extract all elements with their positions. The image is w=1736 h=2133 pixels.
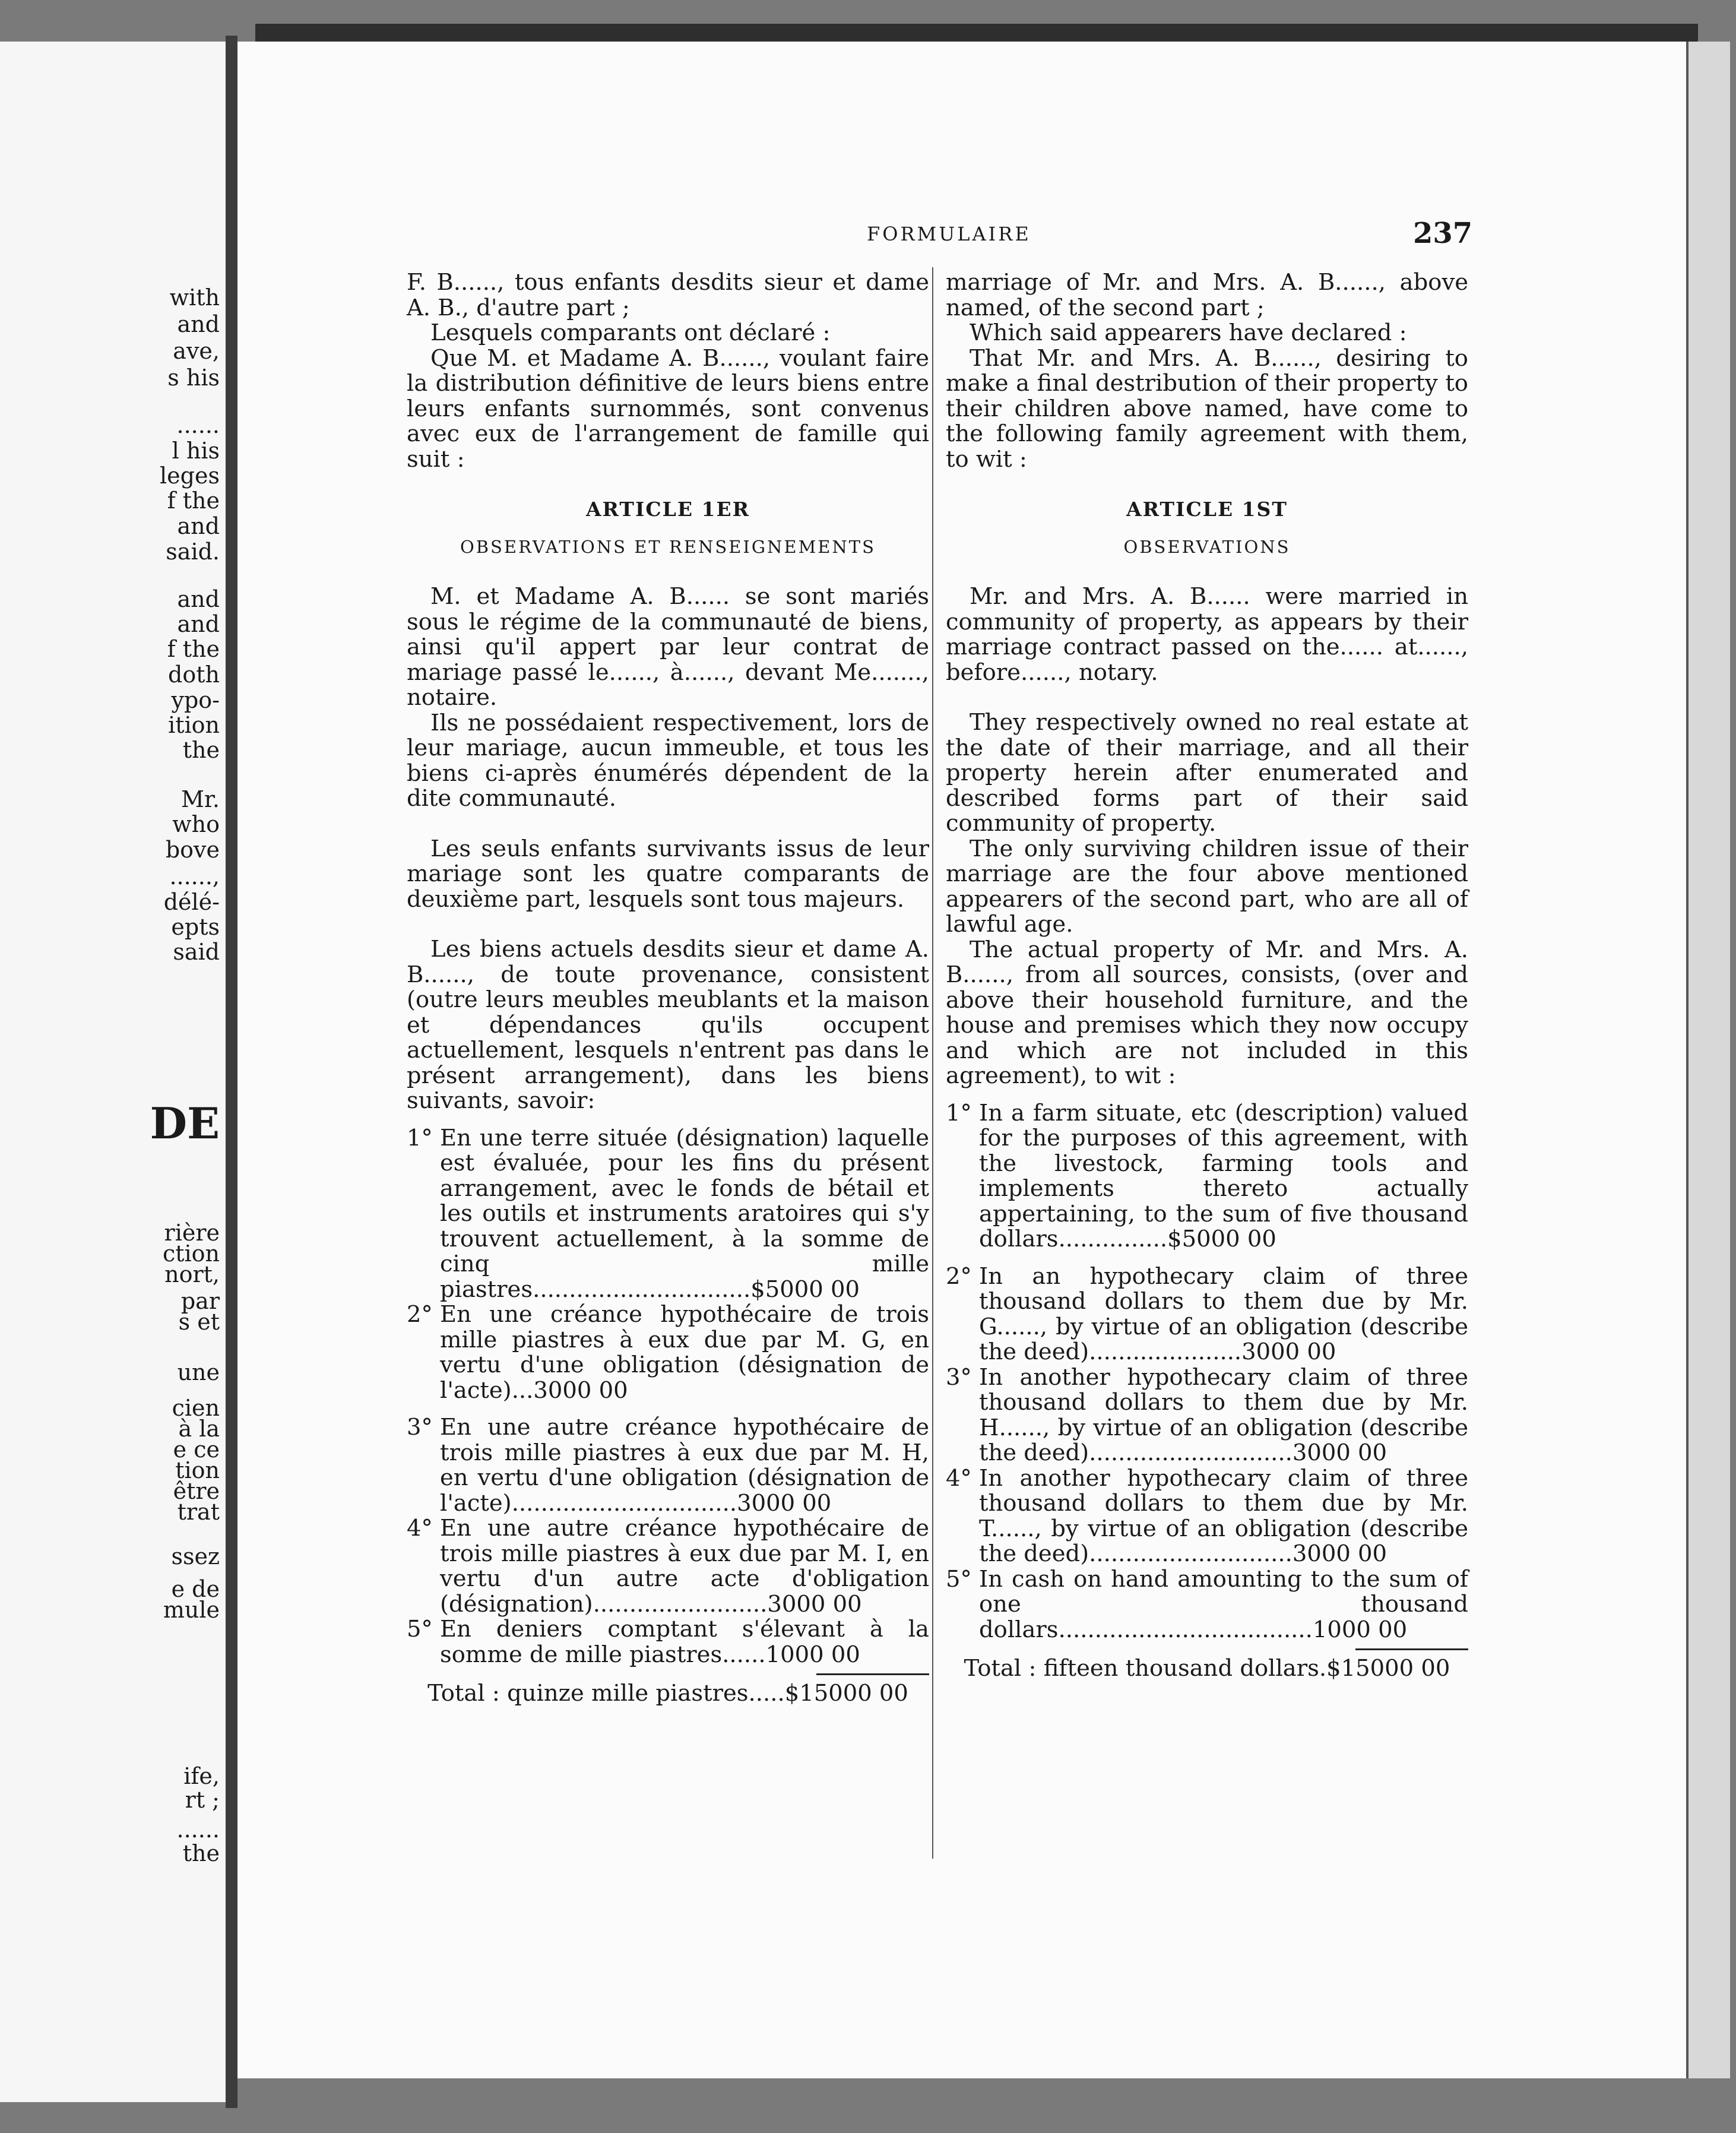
french-para-5: Les biens actuels desdits sieur et dame A. B......, de toute provenance, consistent (outre leurs meubles meublants et la maison et dépendances qu'ils occupent actuellement, lesquels n'entrent pas dans le présent arrangement), dans les biens suivants, savoir: (407, 936, 929, 1114)
left-page-text-fragment: l his (172, 438, 220, 464)
left-page-text-fragment: epts (171, 914, 220, 940)
page-number: 237 (1413, 217, 1473, 250)
french-article-heading: ARTICLE 1ER (585, 498, 750, 521)
french-item: 5° En deniers comptant s'élevant à la somme de mille piastres......1000 00 (407, 1616, 929, 1668)
left-page-text-fragment: and (177, 586, 220, 612)
left-page-fragment (0, 42, 226, 2102)
left-page-text-fragment: e ce (173, 1436, 220, 1463)
english-total-rule (1355, 1648, 1468, 1650)
left-page-text-fragment: tion (175, 1457, 220, 1483)
left-page-text-fragment: trat (177, 1499, 220, 1525)
left-page-text-fragment: said (173, 939, 220, 965)
left-page-text-fragment: f the (167, 636, 220, 662)
english-item: 3° In another hypothecary claim of three thousand dollars to them due by Mr. H......, by virtue of an obligation (describe the deed)............................3000 00 (946, 1363, 1468, 1466)
french-para-4: Les seuls enfants survivants issus de leur mariage sont les quatre comparants de deuxième part, lesquels sont tous majeurs. (407, 835, 929, 913)
english-item: 1° In a farm situate, etc (description) valued for the purposes of this agreement, with the livestock, farming tools and implements thereto actually appertaining, to the sum of five thousand dollars...............$5000 00 (946, 1099, 1468, 1252)
left-page-text-fragment: said. (166, 539, 220, 565)
english-item: 5° In cash on hand amounting to the sum of one thousand dollars...................................1000 00 (946, 1565, 1468, 1643)
left-page-text-fragment: à la (178, 1416, 220, 1442)
english-column (946, 270, 1468, 1682)
left-page-text-fragment: Mr. (181, 786, 220, 812)
left-page-text-fragment: bove (165, 837, 220, 863)
left-page-text-fragment: e de (171, 1576, 220, 1602)
french-item: 2° En une créance hypothécaire de trois mille piastres à eux due par M. G, en vertu d'une obligation (désignation de l'acte)...3000 00 (407, 1301, 929, 1404)
english-article-heading: ARTICLE 1ST (1126, 498, 1288, 521)
english-total: Total : fifteen thousand dollars.$15000 00 (964, 1655, 1450, 1682)
left-page-text-fragment: doth (168, 662, 220, 688)
english-declared: Which said appearers have declared : (970, 319, 1407, 346)
book-top-edge (255, 24, 1698, 42)
french-item: 4° En une autre créance hypothécaire de trois mille piastres à eux due par M. I, en vertu d'un autre acte d'obligation (désignation)........................3000 00 (407, 1515, 929, 1618)
left-page-text-fragment: who (172, 811, 220, 837)
french-para-3: Ils ne possédaient respectivement, lors de leur mariage, aucun immeuble, et tous les biens ci-après énumérés dépendent de la dite communauté. (407, 709, 929, 812)
left-page-text-fragment: the (182, 1840, 220, 1866)
left-page-text-fragment: rt ; (185, 1787, 220, 1813)
french-item: 3° En une autre créance hypothécaire de trois mille piastres à eux due par M. H, en vertu d'une obligation (désignation de l'acte)...............................3000 00 (407, 1414, 929, 1517)
english-para-2: Mr. and Mrs. A. B...... were married in community of property, as appears by their marriage contract passed on the...... at......, before......, notary. (946, 583, 1468, 686)
left-page-text-fragment: leges (160, 463, 220, 489)
left-page-text-fragment: s et (178, 1309, 220, 1335)
french-total-rule (816, 1673, 929, 1675)
left-page-text-fragment: rière (164, 1220, 220, 1246)
french-subheading: OBSERVATIONS ET RENSEIGNEMENTS (460, 536, 876, 557)
left-page-text-fragment: nort, (164, 1261, 220, 1287)
column-divider (932, 267, 933, 1859)
left-page-text-fragment: par (180, 1288, 220, 1314)
left-page-text-fragment: the (182, 737, 220, 763)
left-page-text-fragment: ......, (169, 863, 220, 890)
english-intro: marriage of Mr. and Mrs. A. B......, above named, of the second part ; (946, 269, 1468, 321)
page-edge (1686, 42, 1730, 2078)
left-page-text-fragment: ction (162, 1240, 220, 1267)
english-item: 2° In an hypothecary claim of three thousand dollars to them due by Mr. G......, by virtue of an obligation (describe the deed).....................3000 00 (946, 1262, 1468, 1365)
english-para-3: They respectively owned no real estate at the date of their marriage, and all their property herein after enumerated and described forms part of their said community of property. (946, 709, 1468, 837)
left-page-text-fragment: ...... (176, 412, 220, 438)
left-page-heading-fragment: DE (150, 1098, 220, 1148)
left-page-text-fragment: être (173, 1478, 220, 1504)
french-declared: Lesquels comparants ont déclaré : (430, 319, 831, 346)
french-para-1: Que M. et Madame A. B......, voulant faire la distribution définitive de leurs biens entre leurs enfants surnommés, sont convenus avec eux de l'arrangement de famille qui suit : (407, 344, 929, 473)
left-page-text-fragment: délé- (163, 889, 220, 915)
english-para-4: The only surviving children issue of their marriage are the four above mentioned appearers of the second part, who are all of lawful age. (946, 835, 1468, 938)
left-page-text-fragment: une (177, 1359, 220, 1385)
french-para-2: M. et Madame A. B...... se sont mariés sous le régime de la communauté de biens, ainsi qu'il appert par leur contrat de mariage passé le......, à......, devant Me......., notaire. (407, 583, 929, 711)
english-item: 4° In another hypothecary claim of three thousand dollars to them due by Mr. T......, by virtue of an obligation (describe the deed)............................3000 00 (946, 1464, 1468, 1567)
left-page-text-fragment: ition (168, 712, 220, 738)
left-page-text-fragment: ssez (171, 1543, 220, 1569)
running-head: FORMULAIRE (867, 223, 1031, 245)
left-page-text-fragment: mule (163, 1597, 220, 1623)
french-item: 1° En une terre située (désignation) laquelle est évaluée, pour les fins du présent arrangement, avec le fonds de bétail et les outils et instruments aratoires qui s'y trouvent actuellement, à la somme de cinq mille piastres..............................$5000 00 (407, 1124, 929, 1303)
left-page-text-fragment: cien (172, 1395, 220, 1421)
french-column (407, 270, 929, 1707)
left-page-text-fragment: and (177, 311, 220, 337)
left-page-text-fragment: s his (167, 365, 220, 391)
left-page-text-fragment: and (177, 513, 220, 539)
english-subheading: OBSERVATIONS (1123, 536, 1291, 557)
french-intro: F. B......, tous enfants desdits sieur et dame A. B., d'autre part ; (407, 269, 929, 321)
english-para-1: That Mr. and Mrs. A. B......, desiring to make a final destribution of their property to their children above named, have come to the following family agreement with them, to wit : (946, 344, 1468, 473)
left-page-text-fragment: ife, (183, 1763, 220, 1789)
left-page-text-fragment: ave, (173, 338, 220, 364)
left-page-text-fragment: and (177, 611, 220, 637)
book-gutter (226, 36, 237, 2108)
left-page-text-fragment: with (169, 284, 220, 311)
left-page-text-fragment: ypo- (171, 687, 220, 713)
english-para-5: The actual property of Mr. and Mrs. A. B......, from all sources, consists, (over and above their household furniture, and the house and premises which they now occupy and which are not included in this agreement), to wit : (946, 936, 1468, 1089)
left-page-text-fragment: f the (167, 488, 220, 514)
left-page-text-fragment: ...... (176, 1816, 220, 1843)
french-total: Total : quinze mille piastres.....$15000 00 (427, 1680, 908, 1707)
